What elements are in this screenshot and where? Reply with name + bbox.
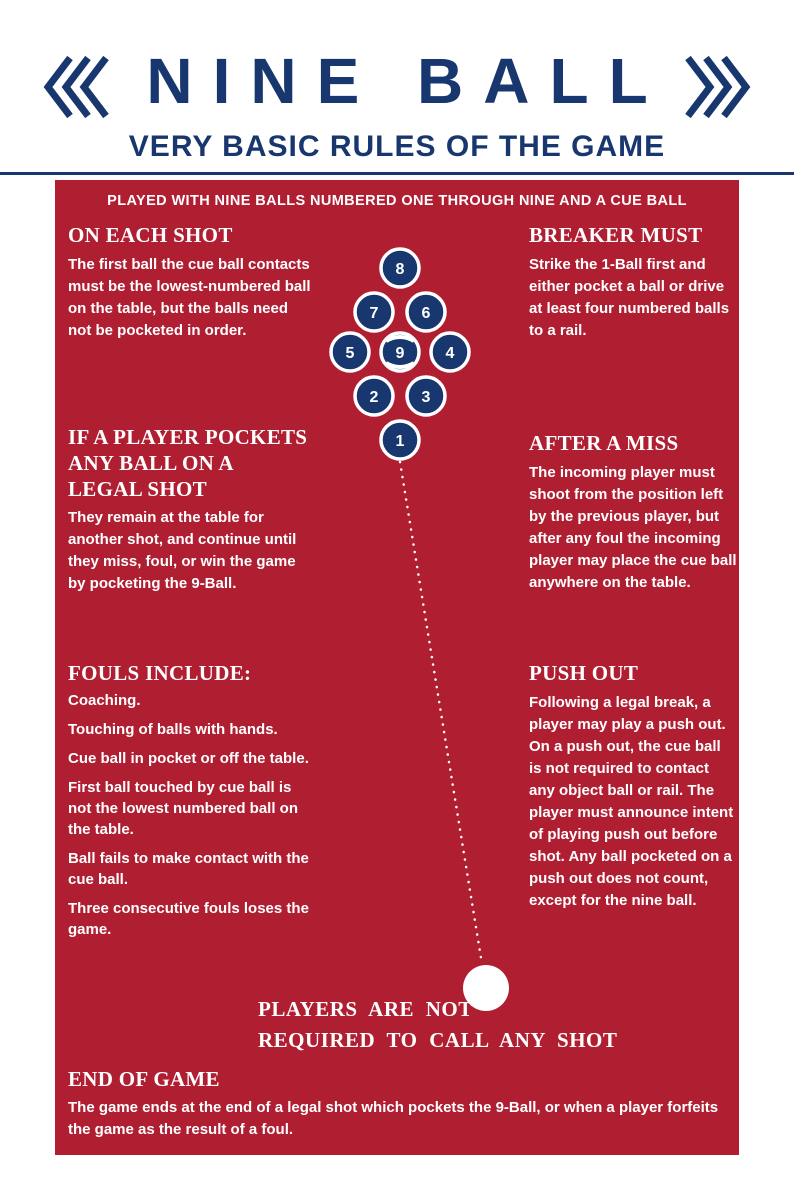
ball-3 xyxy=(407,377,445,415)
heading-breaker-must: BREAKER MUST xyxy=(529,223,703,247)
foul-item: Coaching. xyxy=(68,692,141,709)
chevron-right-icon xyxy=(684,52,752,122)
body-push-out: Following a legal break, a player may play a push out. On a push out, the cue ball is not required to contact any object ball or rail. The player must announce intent of playing push out before shot. Any ball pocketed on a push out does not count, except for the nine ball. xyxy=(529,694,734,909)
foul-item: Touching of balls with hands. xyxy=(68,721,278,738)
heading-legal-shot: IF A PLAYER POCKETS ANY BALL ON A LEGAL SHOT xyxy=(68,425,308,501)
body-end-of-game: The game ends at the end of a legal shot which pockets the 9-Ball, or when a player forfeits the game as the result of a foul. xyxy=(68,1099,719,1138)
ball-8 xyxy=(381,249,419,287)
svg-text:5: 5 xyxy=(345,345,355,362)
poster-subtitle: VERY BASIC RULES OF THE GAME xyxy=(128,130,666,163)
callout-line1: PLAYERS ARE NOT xyxy=(258,997,473,1021)
ball-5 xyxy=(331,333,369,371)
body-legal-shot: They remain at the table for another shot, and continue until they miss, foul, or win the game by pocketing the 9-Ball. xyxy=(68,509,297,592)
divider-line xyxy=(0,172,794,175)
heading-fouls-include: FOULS INCLUDE: xyxy=(68,661,252,685)
foul-item: First ball touched by cue ball is not the lowest numbered ball on the table. xyxy=(68,779,299,838)
heading-end-of-game: END OF GAME xyxy=(68,1067,220,1091)
ball-2 xyxy=(355,377,393,415)
rules-panel xyxy=(55,180,739,1155)
intro-line: PLAYED WITH NINE BALLS NUMBERED ONE THROUGH NINE AND A CUE BALL xyxy=(107,193,687,209)
body-after-a-miss: The incoming player must shoot from the position left by the previous player, but after any foul the incoming player may place the cue ball anywhere on the table. xyxy=(529,464,737,591)
ball-7 xyxy=(355,293,393,331)
ball-6 xyxy=(407,293,445,331)
nine-ball-rack xyxy=(300,240,500,470)
svg-text:8: 8 xyxy=(395,261,405,278)
svg-text:6: 6 xyxy=(421,305,431,322)
svg-text:3: 3 xyxy=(421,389,431,406)
foul-item: Ball fails to make contact with the cue ball. xyxy=(68,850,309,888)
foul-item: Three consecutive fouls loses the game. xyxy=(68,900,309,938)
callout xyxy=(258,994,617,1056)
heading-push-out: PUSH OUT xyxy=(529,661,639,685)
dotted-shot-path xyxy=(395,458,490,970)
heading-on-each-shot: ON EACH SHOT xyxy=(68,223,233,247)
callout-line2: REQUIRED TO CALL ANY SHOT xyxy=(258,1028,618,1052)
body-on-each-shot: The first ball the cue ball contacts must be the lowest-numbered ball on the table, but the balls need not be pocketed in order. xyxy=(68,256,311,339)
heading-after-a-miss: AFTER A MISS xyxy=(529,431,679,455)
svg-text:2: 2 xyxy=(369,389,379,406)
ball-4 xyxy=(431,333,469,371)
poster-title: NINE BALL xyxy=(146,45,668,117)
svg-text:9: 9 xyxy=(395,345,405,362)
ball-1 xyxy=(381,421,419,459)
svg-text:7: 7 xyxy=(369,305,379,322)
body-breaker-must: Strike the 1-Ball first and either pocket a ball or drive at least four numbered balls to a rail. xyxy=(529,256,730,339)
fouls-list xyxy=(68,690,311,948)
svg-text:1: 1 xyxy=(395,433,405,450)
foul-item: Cue ball in pocket or off the table. xyxy=(68,750,309,767)
svg-text:4: 4 xyxy=(445,345,455,362)
ball-9 xyxy=(381,333,419,371)
